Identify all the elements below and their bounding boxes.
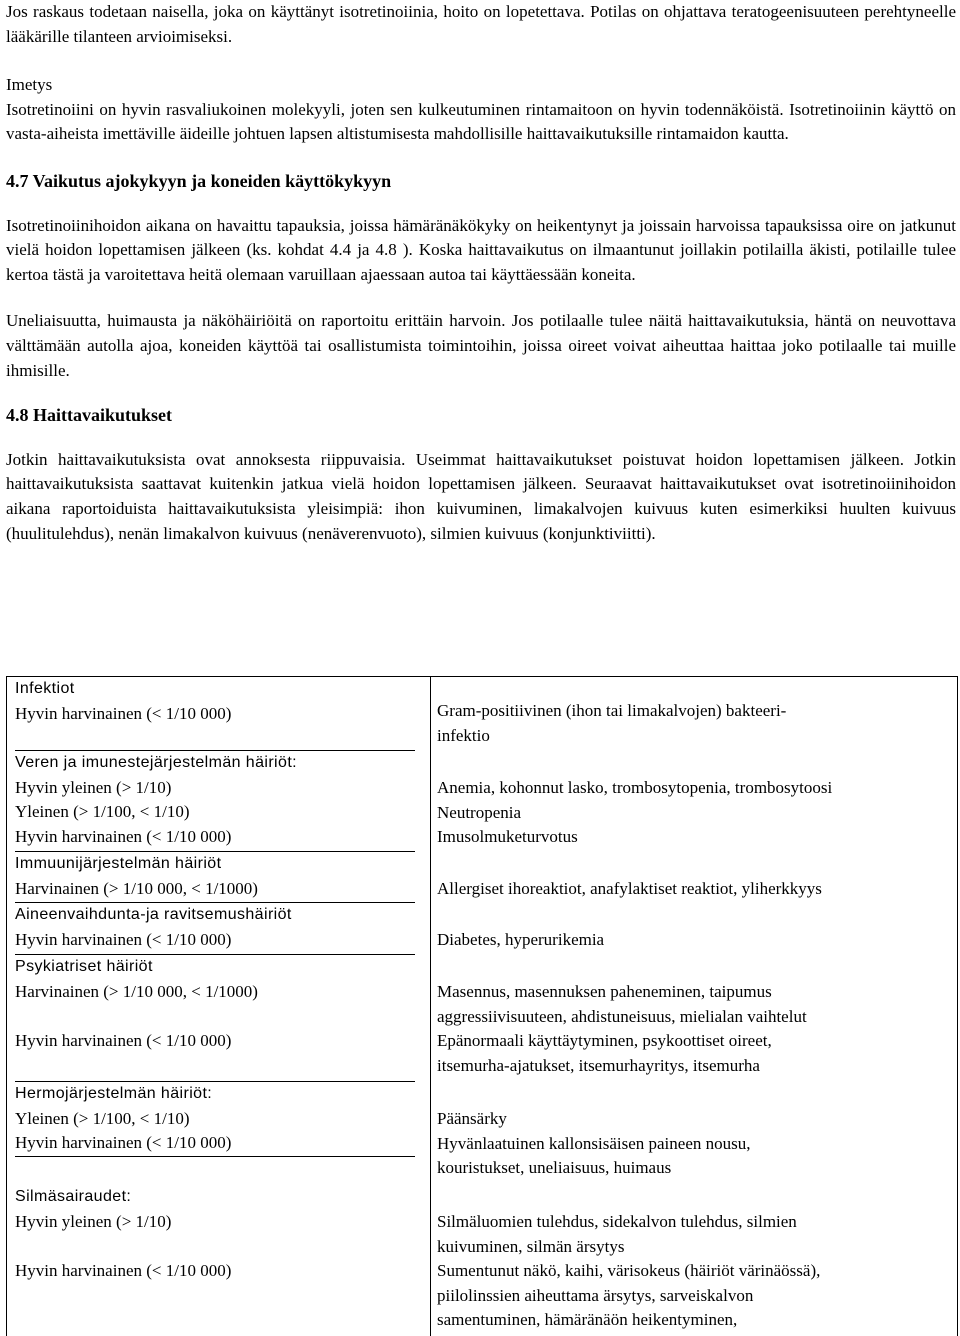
effect-text: Masennus, masennuksen paheneminen, taipumus bbox=[437, 982, 772, 1001]
frequency-label: Hyvin harvinainen (< 1/10 000) bbox=[15, 703, 232, 723]
document-page bbox=[6, 0, 956, 546]
effect-text: Epänormaali käyttäytyminen, psykoottiset oireet, bbox=[437, 1031, 772, 1051]
frequency-label bbox=[7, 1004, 430, 1029]
category-label: Immuunijärjestelmän häiriöt bbox=[15, 855, 222, 872]
frequency-label: Yleinen (> 1/100, < 1/10) bbox=[15, 802, 190, 822]
frequency-label: Hyvin yleinen (> 1/10) bbox=[15, 777, 172, 797]
frequency-label bbox=[7, 1234, 430, 1259]
frequency-label: Harvinainen (> 1/10 000, < 1/1000) bbox=[15, 981, 258, 1001]
section-4-7-paragraph-1: Isotretinoiinihoidon aikana on havaittu tapauksia, joissa hämäränäkökyky on heikentynyt ja joissain harvoissa tapauksissa oire on jatkunut vielä hoidon lopettamisen jälkeen (ks. kohdat 4.4 ja 4.8 ). Koska haittavaikutus on ilmaantunut joillakin potilailla äkisti, potilaille tulee kertoa tästä ja varoitettava heitä olemaan varuillaan ajaessaan autoa tai käyttäessään koneita. bbox=[6, 215, 956, 284]
effect-text: Gram-positiivinen (ihon tai limakalvojen) bakteeri- bbox=[437, 701, 787, 720]
adverse-effects-table bbox=[6, 676, 958, 1336]
category-label: Aineenvaihdunta-ja ravitsemushäiriöt bbox=[15, 906, 292, 923]
effect-text: Päänsärky bbox=[437, 1109, 507, 1128]
category-label: Psykiatriset häiriöt bbox=[15, 958, 153, 975]
frequency-label: Hyvin harvinainen (< 1/10 000) bbox=[15, 1133, 232, 1153]
category-label: Silmäsairaudet: bbox=[15, 1188, 132, 1205]
effect-text: Sumentunut näkö, kaihi, värisokeus (häiriöt värinäössä), bbox=[437, 1261, 821, 1281]
frequency-label: Hyvin harvinainen (< 1/10 000) bbox=[15, 1260, 232, 1280]
table-column-divider bbox=[430, 677, 431, 1336]
effect-text: piilolinssien aiheuttama ärsytys, sarveiskalvon bbox=[437, 1285, 754, 1305]
frequency-label: Yleinen (> 1/100, < 1/10) bbox=[15, 1108, 190, 1128]
effect-text: Hyvänlaatuinen kallonsisäisen paineen nousu, bbox=[437, 1133, 751, 1153]
imetys-heading: Imetys bbox=[6, 75, 53, 95]
frequency-label: Hyvin yleinen (> 1/10) bbox=[15, 1211, 172, 1231]
effect-text: Imusolmuketurvotus bbox=[437, 827, 578, 847]
row-separator bbox=[15, 1156, 415, 1157]
pregnancy-paragraph: Jos raskaus todetaan naisella, joka on käyttänyt isotretinoiinia, hoito on lopetettava. Potilas on ohjattava teratogeenisuuteen perehtyneelle lääkärille tilanteen arvioimiseksi. bbox=[6, 2, 956, 46]
effect-text: Neutropenia bbox=[437, 802, 522, 822]
effect-text: Silmäluomien tulehdus, sidekalvon tulehdus, silmien bbox=[437, 1212, 797, 1231]
effect-text: Anemia, kohonnut lasko, trombosytopenia, trombosytoosi bbox=[437, 778, 833, 797]
frequency-label: Hyvin harvinainen (< 1/10 000) bbox=[15, 929, 232, 949]
frequency-label: Harvinainen (> 1/10 000, < 1/1000) bbox=[15, 878, 258, 898]
imetys-paragraph: Isotretinoiini on hyvin rasvaliukoinen molekyyli, joten sen kulkeutuminen rintamaitoon on hyvin todennäköistä. Isotretinoiinin käyttö on vasta-aiheista imettäville äideille johtuen lapsen altistumisesta mahdollisille haittavaikutuksille rintamaidon kautta. bbox=[6, 99, 956, 144]
category-label: Veren ja imunestejärjestelmän häiriöt: bbox=[15, 754, 298, 771]
section-4-8-paragraph-1: Jotkin haittavaikutuksista ovat annoksesta riippuvaisia. Useimmat haittavaikutukset poistuvat hoidon lopettamisen jälkeen. Jotkin haittavaikutuksista saattavat kuitenkin jatkua vielä hoidon lopettamisen jälkeen. Seuraavat haittavaikutukset ovat isotretinoiinihoidon aikana raportoiduista haittavaikutuksista yleisimpiä: ihon kuivuminen, limakalvojen kuivuus kuten esimerkiksi huulten kuivuus (huulitulehdus), nenän limakalvon kuivuus (nenäverenvuoto), silmien kuivuus (konjunktiviitti). bbox=[6, 449, 956, 543]
effect-text: infektio bbox=[437, 725, 490, 745]
effect-text: samentuminen, hämäränäön heikentyminen, bbox=[437, 1310, 738, 1330]
effect-text: Allergiset ihoreaktiot, anafylaktiset reaktiot, yliherkkyys bbox=[437, 879, 822, 898]
category-label: Hermojärjestelmän häiriöt: bbox=[15, 1085, 213, 1102]
section-4-7-paragraph-2: Uneliaisuutta, huimausta ja näköhäiriöitä on raportoitu erittäin harvoin. Jos potilaalle tulee näitä haittavaikutuksia, häntä on neuvottava välttämään autolla ajoa, koneiden käyttöä tai osallistumista toimintoihin, joissa oireet voivat aiheuttaa haittaa joko potilaalle tai muille ihmisille. bbox=[6, 311, 956, 380]
section-4-8-heading: 4.8 Haittavaikutukset bbox=[6, 405, 173, 426]
effect-text: aggressiivisuuteen, ahdistuneisuus, mielialan vaihtelut bbox=[437, 1006, 807, 1026]
effect-text: kuivuminen, silmän ärsytys bbox=[437, 1236, 625, 1256]
effect-text: Diabetes, hyperurikemia bbox=[437, 930, 605, 949]
frequency-label: Hyvin harvinainen (< 1/10 000) bbox=[15, 826, 232, 846]
frequency-label: Hyvin harvinainen (< 1/10 000) bbox=[15, 1030, 232, 1050]
effect-text: kouristukset, uneliaisuus, huimaus bbox=[437, 1158, 672, 1178]
section-4-7-heading: 4.7 Vaikutus ajokykyyn ja koneiden käyttökykyyn bbox=[6, 170, 392, 191]
effect-text: itsemurha-ajatukset, itsemurhayritys, itsemurha bbox=[437, 1055, 760, 1075]
category-label: Infektiot bbox=[15, 680, 75, 697]
